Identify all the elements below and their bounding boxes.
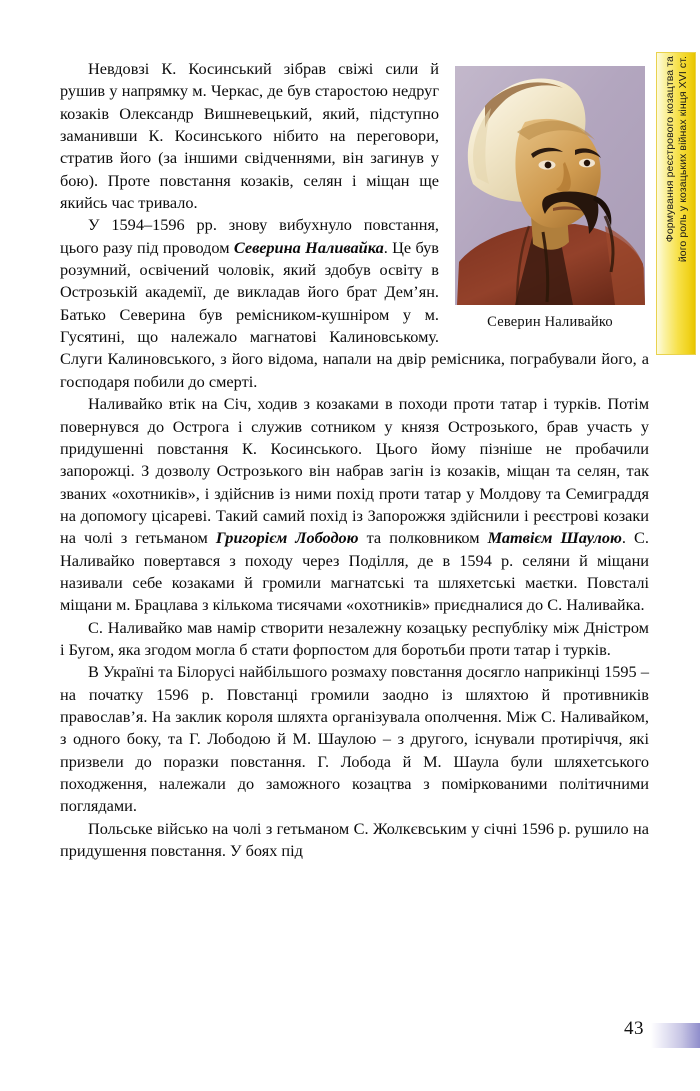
paragraph-4: С. Наливайко мав намір створити незалежну козацьку республіку між Дністром і Бугом, яка згодом могла б стати форпостом для боротьби проти татар і турків. — [60, 617, 649, 659]
paragraph-2: У 1594–1596 рр. знову вибухнуло повстання, цього разу під проводом Северина Наливайка. Це був розумний, освічений чоловік, який здобув освіту в Острозькій академії, де викладав його брат Дем’ян. Батько Северина був ремісником-кушніром у м. Гусятині, що належало магнатові Калиновському. Слуги Калиновського, з його відома, напали на двір ремісника, пограбували його, а господаря побили до смерті. — [60, 215, 649, 391]
paragraph-3: Наливайко втік на Січ, ходив з козаками в походи проти татар і турків. Потім повернувся до Острога і служив сотником у князя Острозького, брав участь у придушенні повстання К. Косинського. Цього йому пізніше не пробачили запорожці. З дозволу Острозького він набрав загін із козаків, міщан та селян, так званих «охотників», і здійснив із ними похід проти татар у Молдову та Семиграддя на допомогу цісареві. Такий самий похід із Запорожжя здійснили і реєстрові козаки на чолі з гетьманом Григорієм Лободою та полковником Матвієм Шаулою. С. Наливайко повертався з походу через Поділля, де в 1594 р. селяни й міщани називали себе козаками й громили магнатські та шляхетські маєтки. Повсталі міщани м. Брацлава з кількома тисячами «охотників» приєдналися до С. Наливайка. — [60, 394, 649, 615]
figure-text-wrap-spacer — [439, 58, 649, 336]
emphasised-name: Северина Наливайка — [233, 237, 384, 257]
chapter-side-tab — [656, 52, 696, 355]
chapter-side-tab-text — [657, 53, 696, 355]
page-number: 43 — [624, 1018, 644, 1039]
emphasised-name: Матвієм Шаулою — [487, 528, 622, 548]
article-body — [60, 58, 649, 862]
chapter-side-tab-line-2: його роль у козацьких війнах кінця XVI ст. — [677, 56, 689, 263]
footer-gradient-bar — [651, 1023, 700, 1048]
paragraph-1: Невдовзі К. Косинський зібрав свіжі сили й рушив у напрямку м. Черкас, де був старостою недруг козаків Олександр Вишневецький, який, підступно заманивши К. Косинського нібито на переговори, стратив його (за іншими свідченнями, він загинув у бою). Проте повстання козаків, селян і міщан ще якийсь час тривало. — [60, 59, 439, 213]
emphasised-name: Григорієм Лободою — [215, 528, 359, 548]
chapter-side-tab-line-1: Формування реєстрового козацтва та — [664, 56, 676, 243]
paragraph-5: В Україні та Білорусі найбільшого розмаху повстання досягло наприкінці 1595 – на початку 1596 р. Повстанці громили заодно із шляхтою й противників православ’я. На заклик короля шляхта організувала ополчення. Між С. Наливайком, з одного боку, та Г. Лободою й М. Шаулою – з другого, існували протиріччя, які призвели до поразки повстання. Г. Лобода й М. Шаула були шляхетського походження, належали до заможного козацтва з поміркованими політичними поглядами. — [60, 662, 649, 816]
paragraph-6: Польське військо на чолі з гетьманом С. Жолкєвським у січні 1596 р. рушило на придушення повстання. У боях під — [60, 818, 649, 861]
portrait-caption: Северин Наливайко — [487, 314, 613, 330]
